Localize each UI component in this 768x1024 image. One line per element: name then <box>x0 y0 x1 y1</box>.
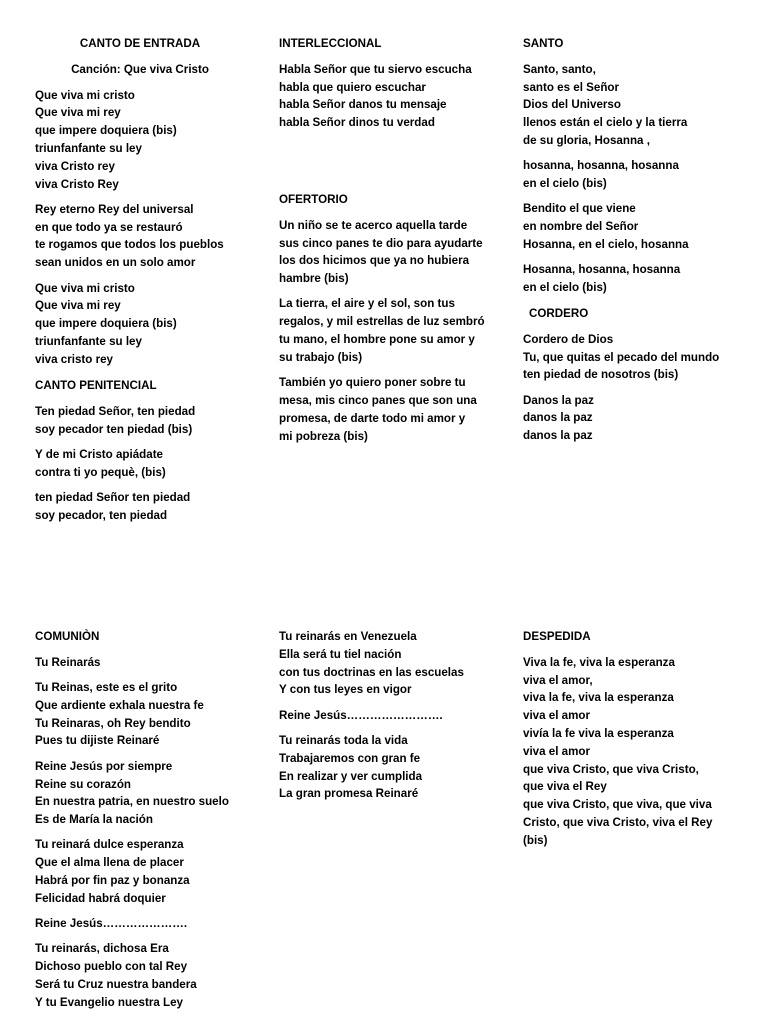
lyric-line: Felicidad habrá doquier <box>35 891 166 905</box>
section-canto-penitencial <box>35 377 255 525</box>
lyric-line: que impere doquiera (bis) <box>35 317 177 331</box>
lyric-line: Reine Jesús por siempre <box>35 759 173 773</box>
section-title: DESPEDIDA <box>523 630 591 643</box>
lyric-line: soy pecador ten piedad (bis) <box>35 422 193 436</box>
lyric-line: habla Señor danos tu mensaje <box>279 98 447 112</box>
lyrics-stanza <box>523 200 758 253</box>
lyric-line: Es de María la nación <box>35 813 153 827</box>
lyrics-stanza <box>35 280 245 369</box>
lyric-line: En nuestra patria, en nuestro suelo <box>35 795 229 809</box>
lyrics-stanza <box>35 679 255 750</box>
lyric-line: en nombre del Señor <box>523 220 639 234</box>
lyric-line: mi pobreza (bis) <box>279 429 368 443</box>
lyric-line: Dios del Universo <box>523 98 621 112</box>
section-santo <box>523 35 758 297</box>
lyric-line: regalos, y mil estrellas de luz sembró <box>279 315 485 329</box>
lyric-line: También yo quiero poner sobre tu <box>279 376 466 390</box>
lyric-line: Tu Reinaras, oh Rey bendito <box>35 716 191 730</box>
lyric-line: viva cristo rey <box>35 352 113 366</box>
lyric-line: triunfanfante su ley <box>35 141 142 155</box>
section-title: INTERLECCIONAL <box>279 37 382 50</box>
lyrics-stanza <box>35 915 255 933</box>
lyric-line: sus cinco panes te dio para ayudarte <box>279 236 483 250</box>
lyric-line: viva Cristo Rey <box>35 177 119 191</box>
lyric-line: Tu reinarás en Venezuela <box>279 630 417 643</box>
lyric-line: Que viva mi rey <box>35 299 121 313</box>
lyrics-stanza <box>279 217 499 288</box>
lyric-line: Y tu Evangelio nuestra Ley <box>35 995 183 1009</box>
lyric-line: Bendito el que viene <box>523 202 636 216</box>
lyric-line: tu mano, el hombre pone su amor y <box>279 333 475 347</box>
section-canto-de-entrada <box>35 35 245 369</box>
lyric-line: Ella será tu tiel nación <box>279 647 402 661</box>
lyric-line: de su gloria, Hosanna , <box>523 133 650 147</box>
lyric-line: viva el amor <box>523 744 591 758</box>
lyric-line: Viva la fe, viva la esperanza <box>523 655 675 669</box>
lyric-line: Que viva mi rey <box>35 106 121 120</box>
lyric-line: Tu reinarás, dichosa Era <box>35 942 169 956</box>
lyric-line: Tu reinarás toda la vida <box>279 733 408 747</box>
lyric-line: Que viva mi cristo <box>35 88 135 102</box>
lyric-line: Cordero de Dios <box>523 332 614 346</box>
lyric-line: Reine Jesús……………………. <box>279 708 443 722</box>
lyric-line: Hosanna, hosanna, hosanna <box>523 263 681 277</box>
lyrics-stanza <box>35 836 255 907</box>
lyric-line: Habla Señor que tu siervo escucha <box>279 62 472 76</box>
lyrics-stanza <box>523 331 758 384</box>
lyric-line: Reine Jesús…………………. <box>35 917 188 931</box>
lyric-line: Que el alma llena de placer <box>35 856 184 870</box>
lyrics-stanza <box>35 654 255 672</box>
lyric-line: La gran promesa Reinaré <box>279 787 419 801</box>
lyric-line: llenos están el cielo y la tierra <box>523 116 688 130</box>
lyric-line: viva Cristo rey <box>35 159 115 173</box>
section-title: CANTO PENITENCIAL <box>35 379 157 392</box>
lyric-line: Y con tus leyes en vigor <box>279 683 412 697</box>
lyric-line: Habrá por fin paz y bonanza <box>35 874 190 888</box>
lyric-line: Será tu Cruz nuestra bandera <box>35 978 197 992</box>
lyric-line: viva el amor <box>523 709 591 723</box>
lyric-line: Tu Reinarás <box>35 655 101 669</box>
lyrics-stanza <box>279 628 499 699</box>
lyrics-stanza <box>523 654 758 850</box>
lyric-line: viva la fe, viva la esperanza <box>523 691 674 705</box>
section-title: COMUNIÒN <box>35 630 100 643</box>
section-title: SANTO <box>523 37 564 50</box>
lyric-line: ten piedad Señor ten piedad <box>35 490 191 504</box>
lyric-line: en el cielo (bis) <box>523 177 607 191</box>
lyric-line: Un niño se te acerco aquella tarde <box>279 218 468 232</box>
lyric-line: Rey eterno Rey del universal <box>35 202 194 216</box>
lyric-line: Ten piedad Señor, ten piedad <box>35 404 196 418</box>
lyric-line: Santo, santo, <box>523 62 596 76</box>
lyric-line: que impere doquiera (bis) <box>35 124 177 138</box>
lyric-line: La tierra, el aire y el sol, son tus <box>279 297 455 311</box>
lyric-line: danos la paz <box>523 429 593 443</box>
lyrics-stanza <box>279 732 499 803</box>
lyric-line: ten piedad de nosotros (bis) <box>523 368 679 382</box>
lyric-line: que viva Cristo, que viva Cristo, <box>523 762 699 776</box>
section-comunion-continued <box>279 628 499 803</box>
lyric-line: habla Señor dinos tu verdad <box>279 116 435 130</box>
lyrics-stanza <box>35 758 255 829</box>
lyrics-stanza <box>35 87 245 194</box>
lyric-line: viva el amor, <box>523 673 593 687</box>
lyric-line: Danos la paz <box>523 393 594 407</box>
lyric-line: habla que quiero escuchar <box>279 80 426 94</box>
lyrics-stanza <box>279 707 499 725</box>
lyric-line: En realizar y ver cumplida <box>279 769 423 783</box>
lyrics-stanza <box>35 446 255 482</box>
lyrics-stanza <box>35 201 245 272</box>
lyric-line: Que viva mi cristo <box>35 281 135 295</box>
lyric-line: hosanna, hosanna, hosanna <box>523 159 679 173</box>
lyrics-stanza <box>279 61 499 132</box>
lyric-line: vivía la fe viva la esperanza <box>523 726 674 740</box>
lyric-line: hambre (bis) <box>279 272 349 286</box>
lyrics-stanza <box>35 489 255 525</box>
section-interleccional <box>279 35 499 132</box>
lyrics-stanza <box>279 295 499 366</box>
lyric-line: Que ardiente exhala nuestra fe <box>35 698 204 712</box>
lyric-line: con tus doctrinas en las escuelas <box>279 665 464 679</box>
lyric-line: Dichoso pueblo con tal Rey <box>35 960 188 974</box>
lyric-line: sean unidos en un solo amor <box>35 256 196 270</box>
lyric-line: triunfanfante su ley <box>35 334 142 348</box>
lyric-line: Tu reinará dulce esperanza <box>35 838 184 852</box>
section-title: CORDERO <box>529 307 589 320</box>
section-cordero <box>523 305 758 445</box>
lyrics-stanza <box>35 403 255 439</box>
song-subtitle: Canción: Que viva Cristo <box>71 62 209 76</box>
section-title: CANTO DE ENTRADA <box>79 37 201 50</box>
lyrics-stanza <box>523 157 758 193</box>
lyric-line: los dos hicimos que ya no hubiera <box>279 254 470 268</box>
lyric-line: soy pecador, ten piedad <box>35 508 168 522</box>
lyric-line: contra ti yo pequè, (bis) <box>35 465 166 479</box>
section-comunion <box>35 628 255 1012</box>
lyric-line: santo es el Señor <box>523 80 620 94</box>
lyric-line: Tu Reinas, este es el grito <box>35 681 178 695</box>
lyric-line: que viva Cristo, que viva, que viva <box>523 798 712 812</box>
lyric-line: te rogamos que todos los pueblos <box>35 238 224 252</box>
lyric-line: su trabajo (bis) <box>279 350 363 364</box>
lyric-line: danos la paz <box>523 411 593 425</box>
section-title: OFERTORIO <box>279 193 348 206</box>
lyric-line: Reine su corazón <box>35 777 131 791</box>
lyric-line: que viva el Rey <box>523 780 607 794</box>
lyric-line: en el cielo (bis) <box>523 281 607 295</box>
lyric-line: Hosanna, en el cielo, hosanna <box>523 237 689 251</box>
lyrics-stanza <box>279 374 499 445</box>
lyrics-stanza <box>523 261 758 297</box>
lyric-line: Trabajaremos con gran fe <box>279 751 421 765</box>
lyric-line: mesa, mis cinco panes que son una <box>279 393 477 407</box>
lyric-line: Tu, que quitas el pecado del mundo <box>523 350 720 364</box>
lyric-line: (bis) <box>523 833 548 847</box>
lyric-line: Cristo, que viva Cristo, viva el Rey <box>523 815 713 829</box>
lyrics-stanza <box>35 940 255 1011</box>
section-ofertorio <box>279 191 499 445</box>
lyrics-stanza <box>523 61 758 150</box>
lyric-line: en que todo ya se restauró <box>35 220 183 234</box>
section-despedida <box>523 628 758 850</box>
lyric-line: Pues tu dijiste Reinaré <box>35 734 160 748</box>
lyrics-stanza <box>523 392 758 445</box>
lyric-line: Y de mi Cristo apiádate <box>35 447 164 461</box>
lyric-line: promesa, de darte todo mi amor y <box>279 411 466 425</box>
